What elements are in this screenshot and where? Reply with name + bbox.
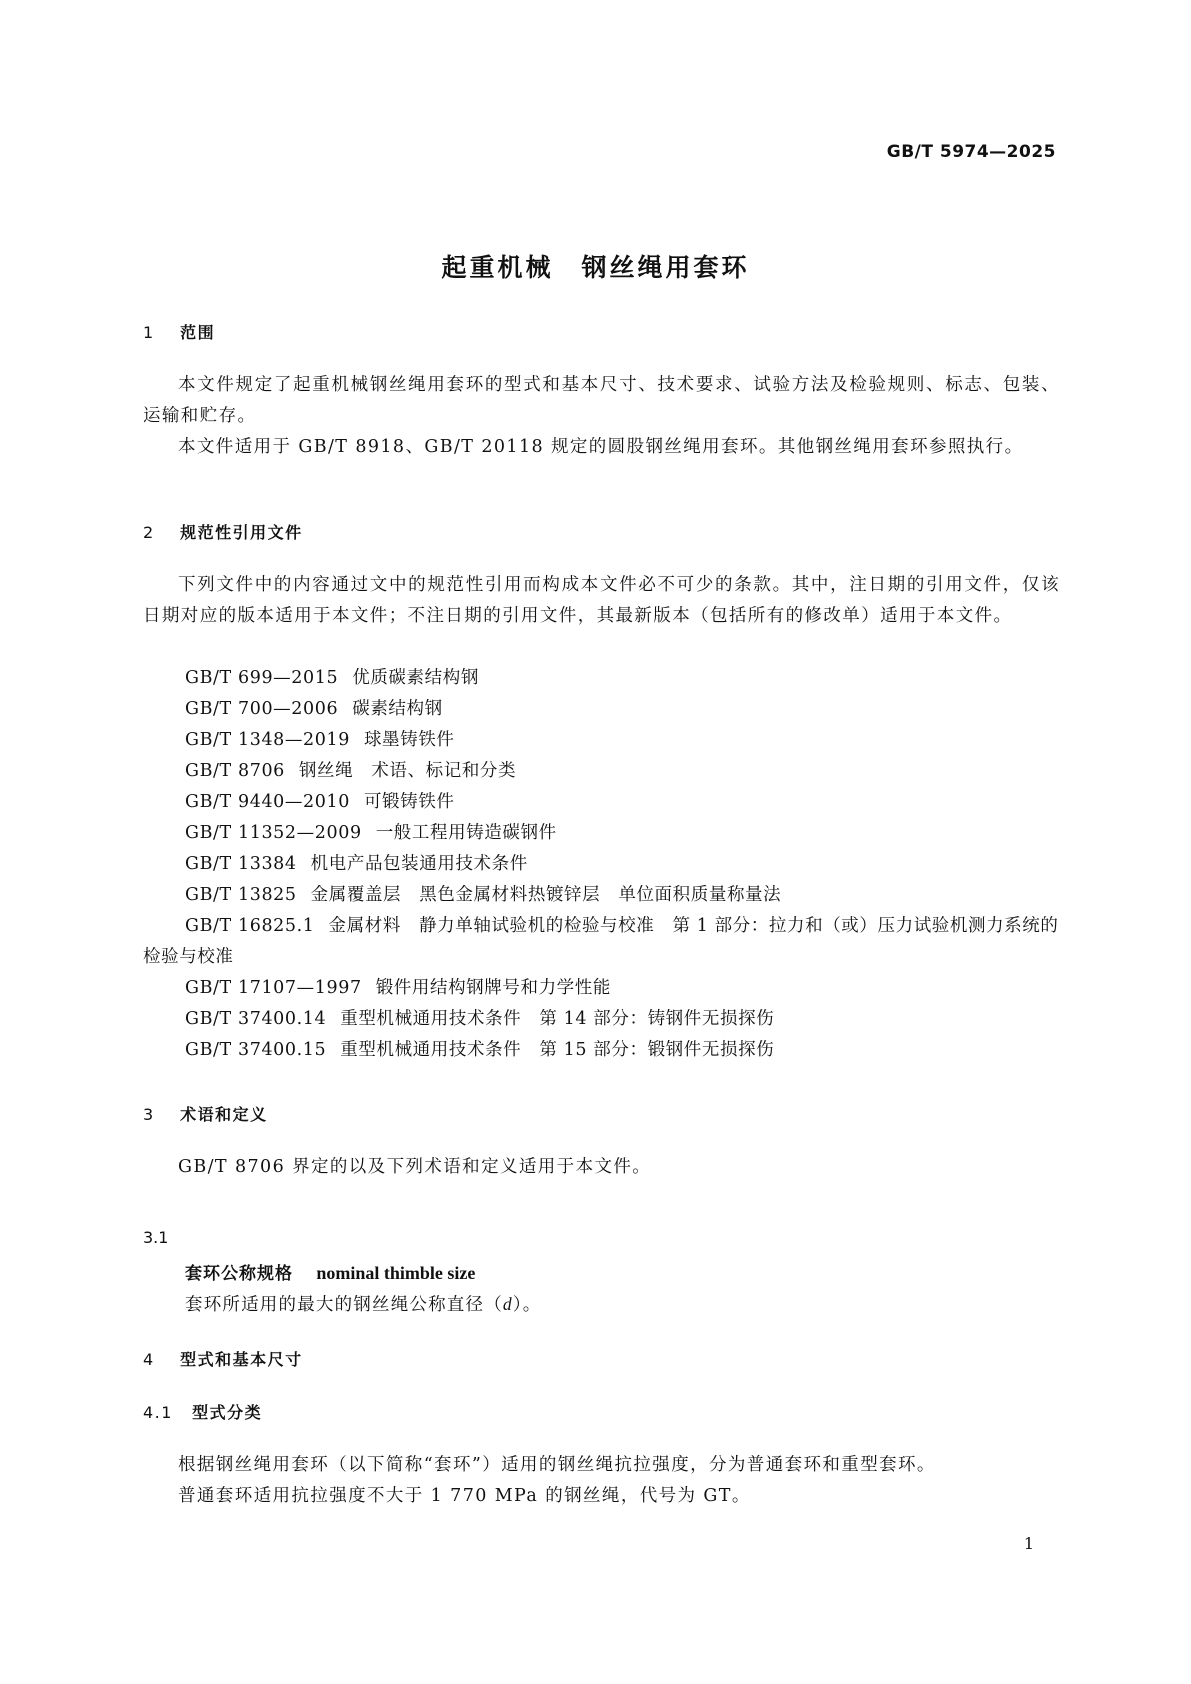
reference-item: GB/T 1348—2019 球墨铸铁件 [185, 730, 455, 750]
reference-item: GB/T 37400.14 重型机械通用技术条件 第 14 部分：铸钢件无损探伤 [185, 1009, 775, 1029]
scope-text [143, 370, 1060, 463]
section-title: 型式分类 [192, 1403, 263, 1422]
section-number: 4.1 [143, 1403, 173, 1422]
reference-item: GB/T 11352—2009 一般工程用铸造碳钢件 [185, 823, 557, 843]
reference-item: GB/T 9440—2010 可锻铸铁件 [185, 792, 455, 812]
reference-item: GB/T 17107—1997 锻件用结构钢牌号和力学性能 [185, 978, 611, 998]
section-number: 1 [143, 323, 155, 342]
section-title: 术语和定义 [180, 1105, 268, 1124]
standard-code: GB/T 5974—2025 [886, 142, 1056, 162]
reference-item: GB/T 8706 钢丝绳 术语、标记和分类 [185, 761, 517, 781]
section-number: 3 [143, 1105, 155, 1124]
reference-item: GB/T 37400.15 重型机械通用技术条件 第 15 部分：锻钢件无损探伤 [185, 1040, 775, 1060]
terms-intro [143, 1152, 1060, 1183]
term-definition: 套环所适用的最大的钢丝绳公称直径（d）。 [185, 1294, 542, 1315]
term-zh: 套环公称规格 [185, 1264, 293, 1284]
section-4-heading [143, 1347, 303, 1370]
section-1-heading [143, 320, 215, 343]
types-paragraph-1: 根据钢丝绳用套环（以下简称“套环”）适用的钢丝绳抗拉强度，分为普通套环和重型套环。 [178, 1455, 936, 1475]
reference-item: GB/T 699—2015 优质碳素结构钢 [185, 668, 479, 688]
section-title: 范围 [180, 323, 216, 342]
reference-item: GB/T 13384 机电产品包装通用技术条件 [185, 854, 528, 874]
section-title: 型式和基本尺寸 [180, 1350, 303, 1369]
page-number: 1 [1023, 1534, 1034, 1553]
section-title: 规范性引用文件 [180, 523, 303, 542]
scope-paragraph-1: 本文件规定了起重机械钢丝绳用套环的型式和基本尺寸、技术要求、试验方法及检验规则、标志、包装、运输和贮存。 [143, 375, 1060, 426]
types-paragraph-2: 普通套环适用抗拉强度不大于 1 770 MPa 的钢丝绳，代号为 GT。 [178, 1486, 751, 1506]
reference-item: GB/T 13825 金属覆盖层 黑色金属材料热镀锌层 单位面积质量称量法 [185, 885, 782, 905]
types-text [143, 1450, 1060, 1512]
normative-intro-paragraph: 下列文件中的内容通过文中的规范性引用而构成本文件必不可少的条款。其中，注日期的引用文件，仅该日期对应的版本适用于本文件；不注日期的引用文件，其最新版本（包括所有的修改单）适用于本文件。 [143, 575, 1060, 626]
term-heading [185, 1259, 475, 1284]
section-4-1-heading [143, 1400, 262, 1423]
document-title: 起重机械 钢丝绳用套环 [441, 253, 750, 282]
term-number: 3.1 [143, 1228, 169, 1247]
scope-paragraph-2: 本文件适用于 GB/T 8918、GB/T 20118 规定的圆股钢丝绳用套环。其他钢丝绳用套环参照执行。 [178, 437, 1024, 457]
section-number: 2 [143, 523, 155, 542]
reference-item: GB/T 16825.1 金属材料 静力单轴试验机的检验与校准 第 1 部分：拉力和（或）压力试验机测力系统的检验与校准 [143, 916, 1059, 967]
section-2-heading [143, 520, 303, 543]
reference-item: GB/T 700—2006 碳素结构钢 [185, 699, 443, 719]
section-number: 4 [143, 1350, 155, 1369]
reference-list [143, 663, 1060, 1066]
normative-intro [143, 570, 1060, 632]
symbol-d: d [502, 1294, 513, 1314]
term-en: nominal thimble size [316, 1263, 476, 1283]
terms-intro-paragraph: GB/T 8706 界定的以及下列术语和定义适用于本文件。 [178, 1157, 652, 1177]
section-3-heading [143, 1102, 268, 1125]
